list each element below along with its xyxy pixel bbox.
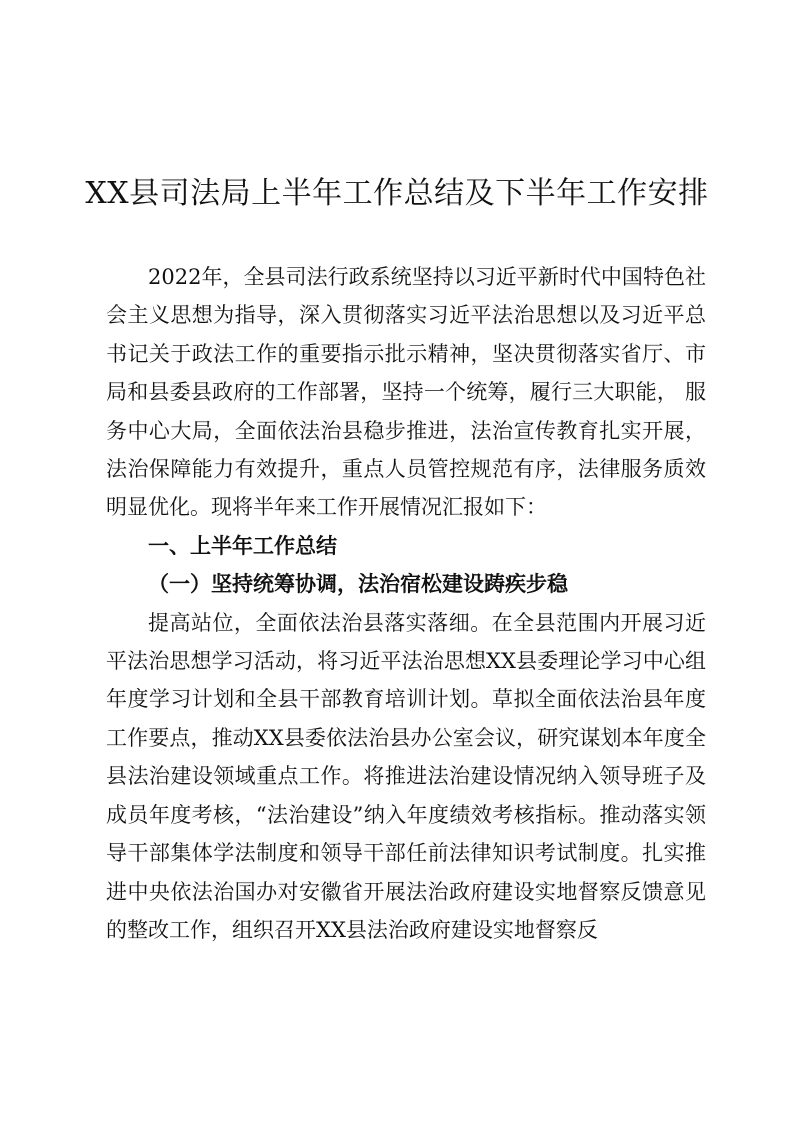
intro-paragraph: 2022年，全县司法行政系统坚持以习近平新时代中国特色社会主义思想为指导，深入贯彻落实习近平法治思想以及习近平总书记关于政法工作的重要指示批示精神，坚决贯彻落实省厅、市局和县委县政府的工作部署，坚持一个统筹，履行三大职能， 服务中心大局，全面依法治县稳步推进，法治宣传教育扎实开展， 法治保障能力有效提升，重点人员管控规范有序，法律服务质效明显优化。现将半年来工作开展情况汇报如下： bbox=[106, 265, 706, 520]
subsection-heading: （一）坚持统筹协调，法治宿松建设踌疾步稳 bbox=[148, 571, 568, 597]
section-heading: 一、上半年工作总结 bbox=[148, 533, 337, 558]
document-title: XX县司法局上半年工作总结及下半年工作安排 bbox=[85, 176, 709, 211]
subsection-paragraph: 提高站位，全面依法治县落实落细。在全县范围内开展习近平法治思想学习活动，将习近平法治思想XX县委理论学习中心组年度学习计划和全县干部教育培训计划。草拟全面依法治县年度工作要点，推动XX县委依法治县办公室会议，研究谋划本年度全县法治建设领域重点工作。将推进法治建设情况纳入领导班子及成员年度考核，“法治建设”纳入年度绩效考核指标。推动落实领导干部集体学法制度和领导干部任前法律知识考试制度。扎实推进中央依法治国办对安徽省开展法治政府建设实地督察反馈意见的整改工作，组织召开XX县法治政府建设实地督察反 bbox=[106, 610, 706, 942]
document-body bbox=[106, 258, 706, 949]
